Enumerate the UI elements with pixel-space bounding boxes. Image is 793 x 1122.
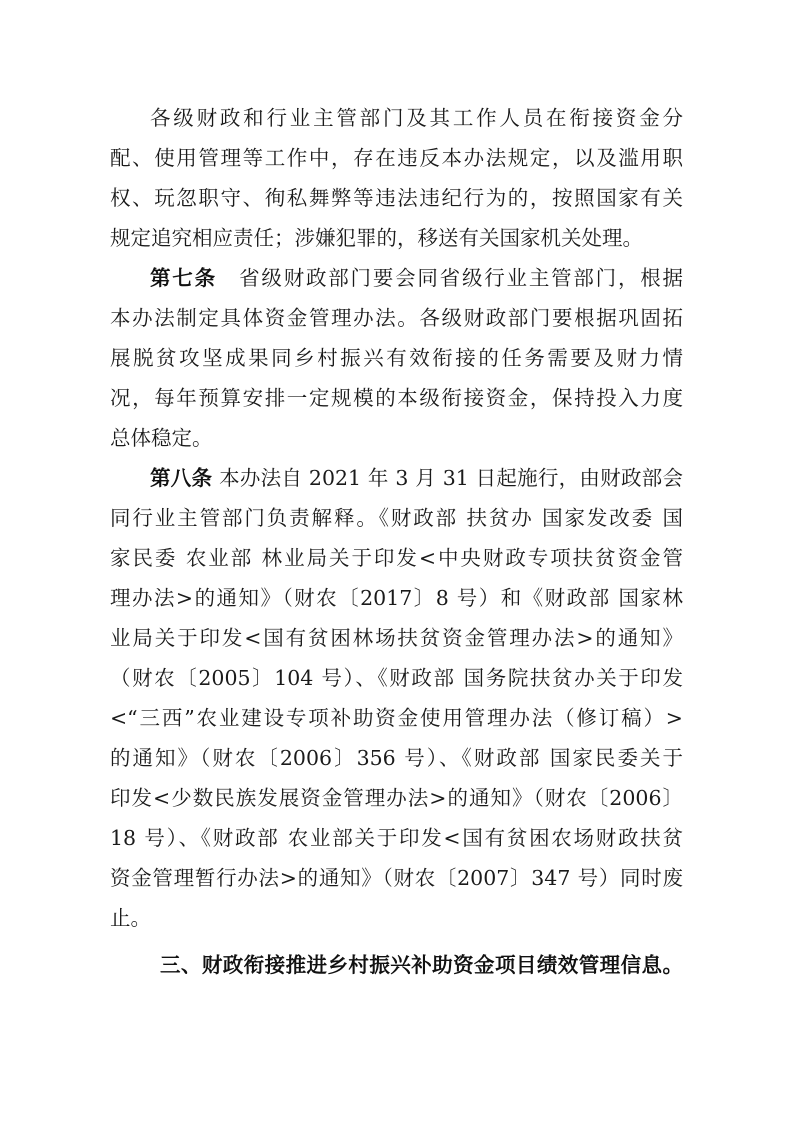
article7-line-4: 况，每年预算安排一定规模的本级衔接资金，保持投入力度 [110, 386, 683, 410]
article8-line-12: 止。 [110, 906, 151, 930]
article8-line-3: 家民委 农业部 林业局关于印发<中央财政专项扶贫资金管 [110, 546, 683, 570]
article8-line-11: 资金管理暂行办法>的通知》（财农〔2007〕347 号）同时废 [110, 866, 683, 890]
article7-line-2: 本办法制定具体资金管理办法。各级财政部门要根据巩固拓 [110, 306, 683, 330]
article8-line-10: 18 号）、《财政部 农业部关于印发<国有贫困农场财政扶贫 [110, 826, 683, 850]
article7-gap [217, 266, 238, 290]
article8-line-7: <“三西”农业建设专项补助资金使用管理办法（修订稿）> [110, 706, 683, 730]
article8-lead: 第八条 [150, 466, 213, 490]
article8-line-6: （财农〔2005〕104 号）、《财政部 国务院扶贫办关于印发 [110, 666, 683, 690]
article7-lead: 第七条 [150, 266, 217, 290]
article8-line-5: 业局关于印发<国有贫困林场扶贫资金管理办法>的通知》 [110, 626, 683, 650]
article7-text-1: 省级财政部门要会同省级行业主管部门，根据 [237, 266, 683, 290]
para1-line-4: 规定追究相应责任；涉嫌犯罪的，移送有关国家机关处理。 [110, 226, 643, 250]
article8-line-8: 的通知》（财农〔2006〕356 号）、《财政部 国家民委关于 [110, 746, 683, 770]
article7-line-1 [150, 258, 683, 298]
article8-line-2: 同行业主管部门负责解释。《财政部 扶贫办 国家发改委 国 [110, 506, 683, 530]
section-heading-3: 三、财政衔接推进乡村振兴补助资金项目绩效管理信息。 [160, 953, 683, 977]
article8-line-4: 理办法>的通知》（财农〔2017〕8 号）和《财政部 国家林 [110, 586, 683, 610]
article7-line-5: 总体稳定。 [110, 426, 213, 450]
article8-line-1 [150, 458, 683, 498]
article8-line-9: 印发<少数民族发展资金管理办法>的通知》（财农〔2006〕 [110, 786, 683, 810]
article7-line-3: 展脱贫攻坚成果同乡村振兴有效衔接的任务需要及财力情 [110, 346, 683, 370]
para1-line-1: 各级财政和行业主管部门及其工作人员在衔接资金分 [150, 106, 683, 130]
para1-line-3: 权、玩忽职守、徇私舞弊等违法违纪行为的，按照国家有关 [110, 186, 683, 210]
para1-line-2: 配、使用管理等工作中，存在违反本办法规定，以及滥用职 [110, 146, 683, 170]
article8-text-1: 本办法自 2021 年 3 月 31 日起施行，由财政部会 [219, 466, 683, 490]
